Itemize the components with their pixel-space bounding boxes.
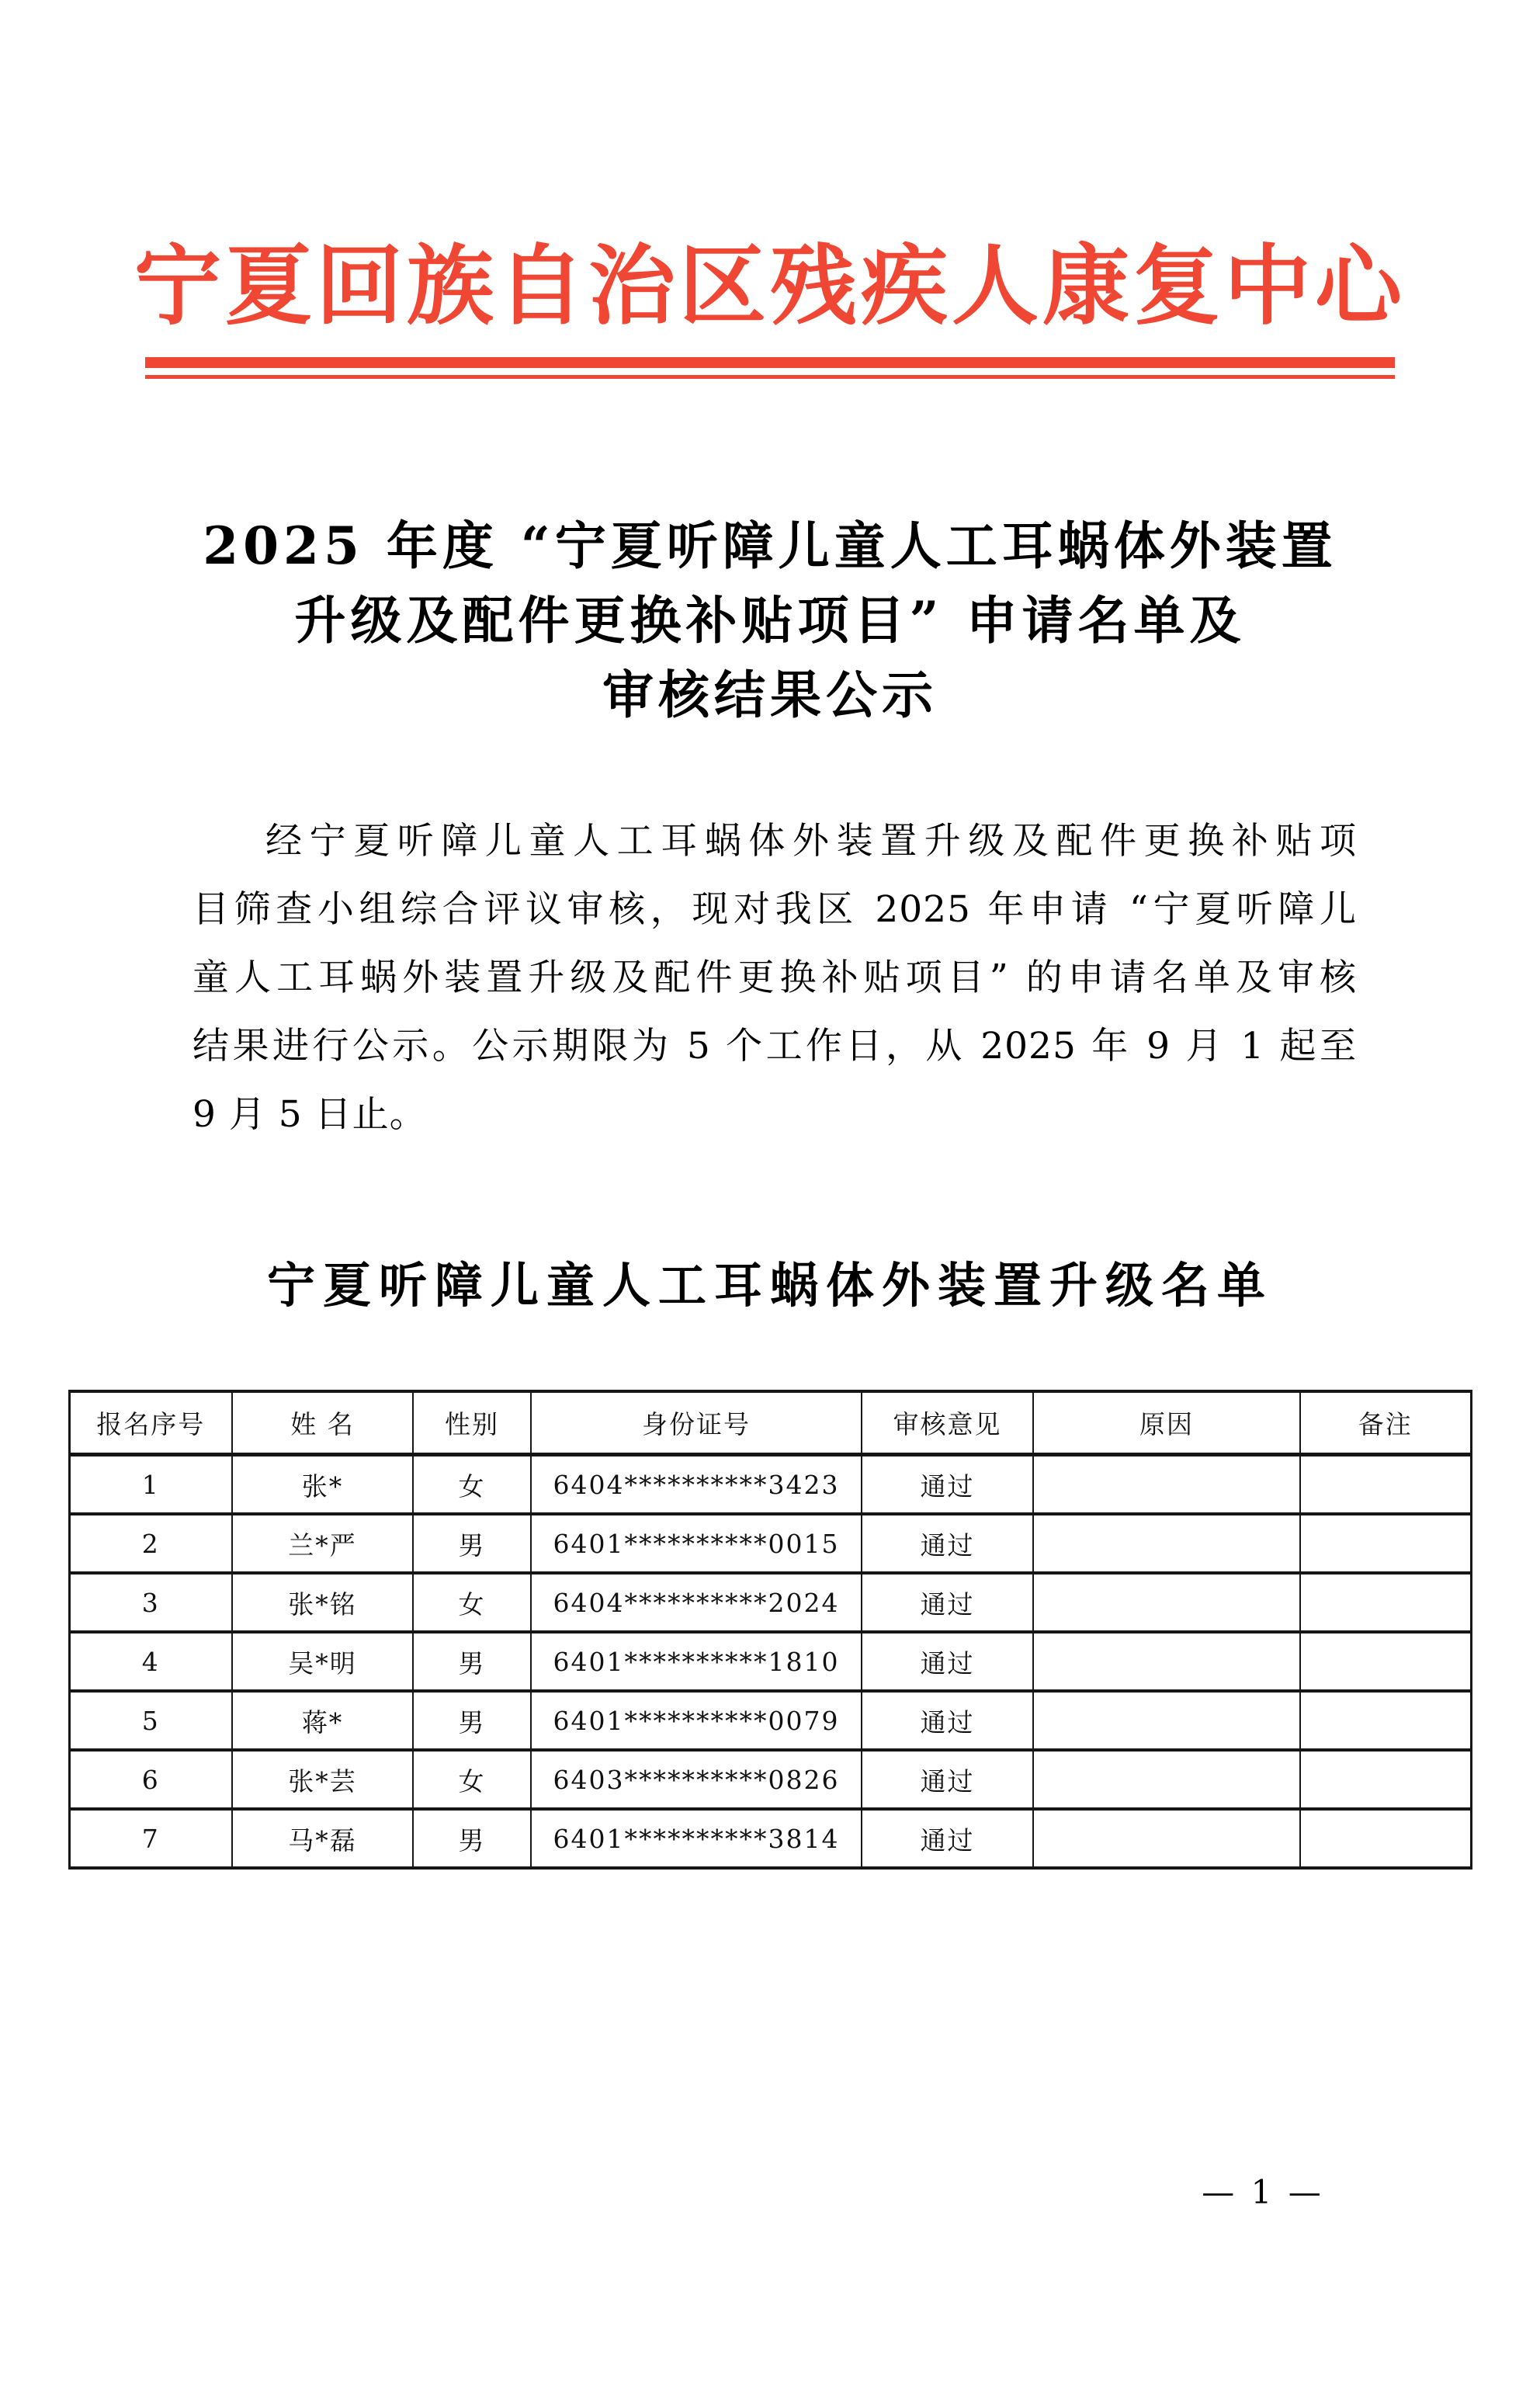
table-cell: 6401**********3814 — [531, 1809, 862, 1868]
table-cell — [1033, 1455, 1300, 1515]
table-cell — [1300, 1809, 1471, 1868]
table-cell: 通过 — [862, 1514, 1033, 1573]
letterhead-org-name: 宁夏回族自治区残疾人康复中心 — [134, 235, 1406, 337]
table-cell: 1 — [69, 1455, 232, 1515]
document-page — [0, 227, 1540, 2406]
table-header-cell: 姓 名 — [232, 1391, 413, 1455]
table-row — [69, 1514, 1471, 1573]
table-header-cell: 性别 — [413, 1391, 531, 1455]
table-cell — [1033, 1573, 1300, 1632]
table-header-cell: 审核意见 — [862, 1391, 1033, 1455]
table-cell: 女 — [413, 1750, 531, 1809]
letterhead-rule-thin — [145, 375, 1395, 379]
list-title: 宁夏听障儿童人工耳蜗体外装置升级名单 — [266, 1257, 1273, 1314]
page-number: — 1 — — [1202, 2173, 1324, 2211]
document-title-line-1: 2025 年度 “宁夏听障儿童人工耳蜗体外装置 — [203, 516, 1337, 576]
table-cell: 通过 — [862, 1632, 1033, 1691]
table-cell — [1300, 1691, 1471, 1750]
table-cell: 男 — [413, 1691, 531, 1750]
table-cell — [1300, 1455, 1471, 1515]
table-row — [69, 1455, 1471, 1515]
table-cell: 2 — [69, 1514, 232, 1573]
table-cell — [1033, 1691, 1300, 1750]
table-cell: 女 — [413, 1573, 531, 1632]
table-cell: 兰*严 — [232, 1514, 413, 1573]
table-cell — [1300, 1573, 1471, 1632]
table-cell: 女 — [413, 1455, 531, 1515]
table-cell — [1033, 1750, 1300, 1809]
table-cell: 通过 — [862, 1691, 1033, 1750]
table-cell: 蒋* — [232, 1691, 413, 1750]
table-header-cell: 身份证号 — [531, 1391, 862, 1455]
table-cell: 4 — [69, 1632, 232, 1691]
table-header-cell: 原因 — [1033, 1391, 1300, 1455]
table-cell: 张*芸 — [232, 1750, 413, 1809]
body-paragraph-line: 经宁夏听障儿童人工耳蜗体外装置升级及配件更换补贴项 — [265, 820, 1357, 863]
table-cell: 吴*明 — [232, 1632, 413, 1691]
table-body — [69, 1455, 1471, 1869]
body-paragraph — [192, 807, 1357, 1149]
table-cell: 6404**********2024 — [531, 1573, 862, 1632]
document-title-line-2: 升级及配件更换补贴项目” 申请名单及 — [294, 590, 1246, 651]
table-cell: 7 — [69, 1809, 232, 1868]
table-cell: 6404**********3423 — [531, 1455, 862, 1515]
table-cell: 通过 — [862, 1809, 1033, 1868]
table-cell: 通过 — [862, 1455, 1033, 1515]
table-cell: 6403**********0826 — [531, 1750, 862, 1809]
table-cell: 6401**********1810 — [531, 1632, 862, 1691]
table-header-cell: 报名序号 — [69, 1391, 232, 1455]
table-row — [69, 1750, 1471, 1809]
letterhead-rule-thick — [145, 357, 1395, 368]
table-cell — [1033, 1809, 1300, 1868]
table-header-row — [69, 1391, 1471, 1455]
table-cell — [1300, 1514, 1471, 1573]
table-cell: 5 — [69, 1691, 232, 1750]
table-cell: 3 — [69, 1573, 232, 1632]
table-cell: 6401**********0015 — [531, 1514, 862, 1573]
table-cell: 通过 — [862, 1750, 1033, 1809]
body-paragraph-line: 9 月 5 日止。 — [192, 1093, 427, 1136]
document-title-line-3: 审核结果公示 — [602, 665, 938, 725]
table-header-cell: 备注 — [1300, 1391, 1471, 1455]
table-row — [69, 1573, 1471, 1632]
table-cell: 男 — [413, 1632, 531, 1691]
table-cell: 马*磊 — [232, 1809, 413, 1868]
applicants-table — [68, 1390, 1472, 1870]
table-cell — [1033, 1514, 1300, 1573]
table-cell: 通过 — [862, 1573, 1033, 1632]
table-cell: 6401**********0079 — [531, 1691, 862, 1750]
body-paragraph-line: 目筛查小组综合评议审核，现对我区 2025 年申请 “宁夏听障儿 — [192, 888, 1357, 931]
table-cell — [1033, 1632, 1300, 1691]
table-cell — [1300, 1632, 1471, 1691]
table-row — [69, 1809, 1471, 1868]
table-cell: 男 — [413, 1809, 531, 1868]
table-cell: 男 — [413, 1514, 531, 1573]
table-row — [69, 1691, 1471, 1750]
table-cell: 张*铭 — [232, 1573, 413, 1632]
table-row — [69, 1632, 1471, 1691]
table-cell — [1300, 1750, 1471, 1809]
table-cell: 张* — [232, 1455, 413, 1515]
body-paragraph-line: 结果进行公示。公示期限为 5 个工作日，从 2025 年 9 月 1 起至 — [192, 1025, 1357, 1068]
document-title — [0, 509, 1540, 732]
body-paragraph-line: 童人工耳蜗外装置升级及配件更换补贴项目” 的申请名单及审核 — [192, 956, 1357, 999]
table-cell: 6 — [69, 1750, 232, 1809]
